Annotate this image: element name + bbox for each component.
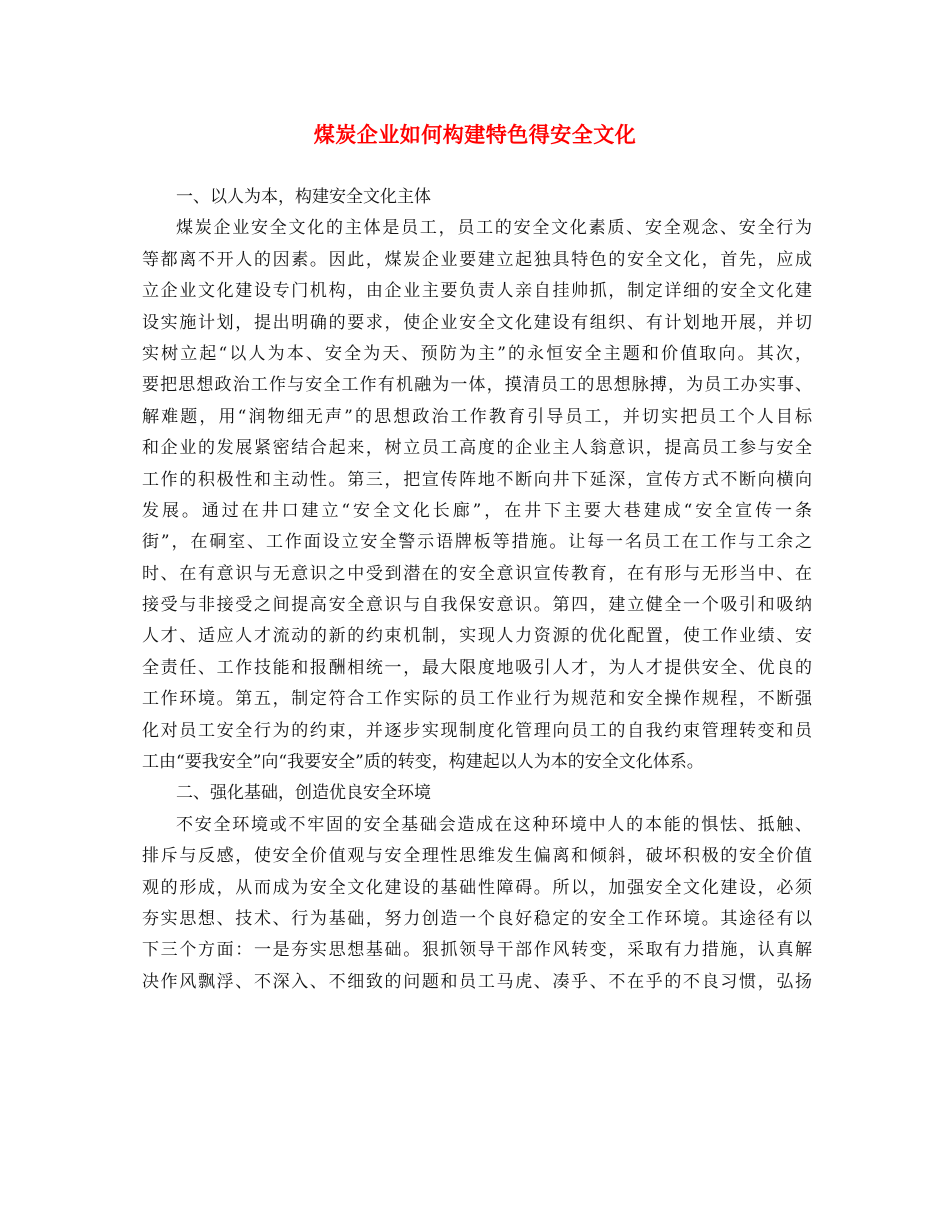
text-line: 下三个方面：一是夯实思想基础。狠抓领导干部作风转变，采取有力措施，认真解: [142, 940, 812, 961]
document-title: 煤炭企业如何构建特色得安全文化: [313, 122, 637, 147]
text-line: 夯实思想、技术、行为基础，努力创造一个良好稳定的安全工作环境。其途径有以: [142, 908, 812, 929]
text-line: 观的形成，从而成为安全文化建设的基础性障碍。所以，加强安全文化建设，必须: [142, 877, 812, 898]
paragraph-first-line: 一、以人为本，构建安全文化主体: [176, 187, 431, 207]
text-line: 时、在有意识与无意识之中受到潜在的安全意识宣传教育，在有形与无形当中、在: [142, 563, 812, 584]
text-line: 发展。通过在井口建立“安全文化长廊”，在井下主要大巷建成“安全宣传一条: [142, 500, 812, 521]
text-line: 排斥与反感，使安全价值观与安全理性思维发生偏离和倾斜，破坏积极的安全价值: [142, 846, 812, 867]
text-line: 实树立起“以人为本、安全为天、预防为主”的永恒安全主题和价值取向。其次，: [142, 343, 812, 364]
text-line: 解难题，用“润物细无声”的思想政治工作教育引导员工，并切实把员工个人目标: [142, 406, 812, 427]
text-line: 人才、适应人才流动的新的约束机制，实现人力资源的优化配置，使工作业绩、安: [142, 626, 812, 647]
text-line: 工作环境。第五，制定符合工作实际的员工作业行为规范和安全操作规程，不断强: [142, 689, 812, 710]
text-line: 接受与非接受之间提高安全意识与自我保安意识。第四，建立健全一个吸引和吸纳: [142, 595, 812, 616]
text-line: 工由“要我安全”向“我要安全”质的转变，构建起以人为本的安全文化体系。: [142, 752, 704, 773]
paragraph-first-line: 二、强化基础，创造优良安全环境: [176, 783, 431, 804]
text-line: 和企业的发展紧密结合起来，树立员工高度的企业主人翁意识，提高员工参与安全: [142, 438, 812, 459]
text-line: 要把思想政治工作与安全工作有机融为一体，摸清员工的思想脉搏，为员工办实事、: [142, 375, 812, 396]
paragraph-first-line: 煤炭企业安全文化的主体是员工，员工的安全文化素质、安全观念、安全行为: [176, 218, 812, 239]
text-line: 全责任、工作技能和报酬相统一，最大限度地吸引人才，为人才提供安全、优良的: [142, 657, 812, 678]
text-line: 立企业文化建设专门机构，由企业主要负责人亲自挂帅抓，制定详细的安全文化建: [142, 281, 812, 302]
text-line: 街”，在硐室、工作面设立安全警示语牌板等措施。让每一名员工在工作与工余之: [142, 532, 812, 553]
text-line: 等都离不开人的因素。因此，煤炭企业要建立起独具特色的安全文化，首先，应成: [142, 249, 812, 270]
document-body: [142, 182, 812, 998]
text-line: 化对员工安全行为的约束，并逐步实现制度化管理向员工的自我约束管理转变和员: [142, 720, 812, 741]
text-line: 决作风飘浮、不深入、不细致的问题和员工马虎、凑乎、不在乎的不良习惯，弘扬: [142, 971, 812, 992]
paragraph-first-line: 不安全环境或不牢固的安全基础会造成在这种环境中人的本能的惧怯、抵触、: [176, 814, 812, 835]
text-line: 工作的积极性和主动性。第三，把宣传阵地不断向井下延深，宣传方式不断向横向: [142, 469, 812, 490]
text-line: 设实施计划，提出明确的要求，使企业安全文化建设有组织、有计划地开展，并切: [142, 312, 812, 333]
